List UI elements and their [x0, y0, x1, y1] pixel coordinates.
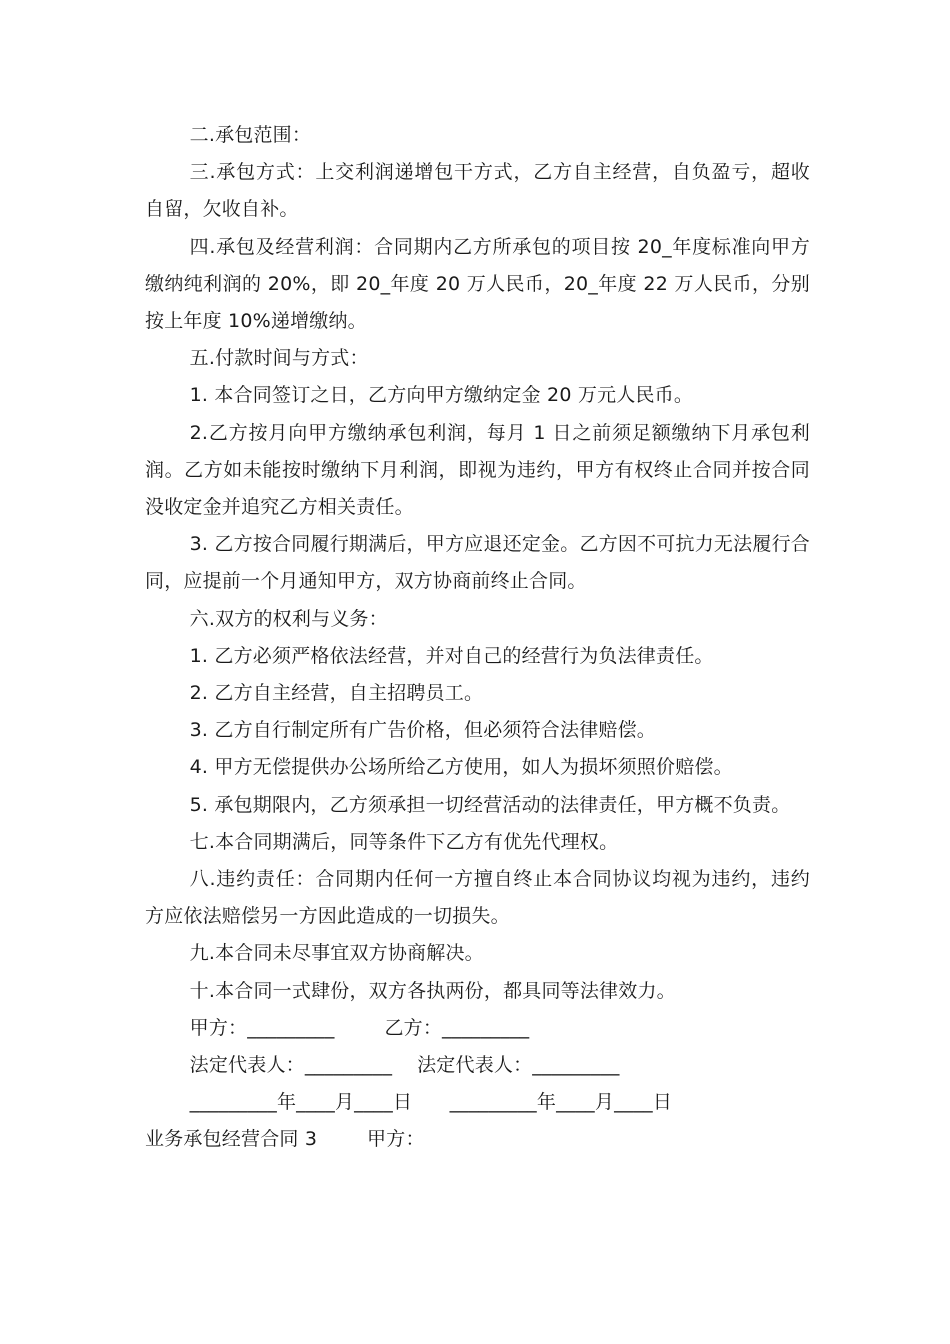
section-scope: 二.承包范围： — [189, 124, 312, 146]
signature-date-line: _________年____月____日 _________年____月____日 — [189, 1091, 673, 1114]
section-copies: 十.本合同一式肆份，双方各执两份，都具同等法律效力。 — [189, 979, 676, 1002]
payment-item-1: 1. 本合同签订之日，乙方向甲方缴纳定金 20 万元人民币。 — [189, 384, 694, 407]
payment-item-2: 2.乙方按月向甲方缴纳承包利润，每月 1 日之前须足额缴纳下月承包利润。乙方如未能按时缴纳下月利润，即视为违约，甲方有权终止合同并按合同没收定金并追究乙方相关责任。 — [145, 421, 810, 519]
rights-item-2: 2. 乙方自主经营，自主招聘员工。 — [189, 682, 484, 705]
signature-party-line: 甲方：_________ 乙方：_________ — [189, 1016, 530, 1039]
section-rights-heading: 六.双方的权利与义务： — [189, 607, 388, 630]
section-breach: 八.违约责任：合同期内任何一方擅自终止本合同协议均视为违约，违约方应依法赔偿另一方因此造成的一切损失。 — [145, 868, 810, 928]
rights-item-4: 4. 甲方无偿提供办公场所给乙方使用，如人为损坏须照价赔偿。 — [189, 756, 733, 779]
rights-item-3: 3. 乙方自行制定所有广告价格，但必须符合法律赔偿。 — [189, 719, 657, 742]
section-priority: 七.本合同期满后，同等条件下乙方有优先代理权。 — [189, 830, 619, 853]
next-contract-title-line: 业务承包经营合同 3 甲方： — [145, 1128, 425, 1151]
section-contract-mode: 三.承包方式：上交利润递增包干方式，乙方自主经营，自负盈亏，超收自留，欠收自补。 — [145, 161, 810, 221]
section-profit: 四.承包及经营利润：合同期内乙方所承包的项目按 20_年度标准向甲方缴纳纯利润的 20%，即 20_年度 20 万人民币，20_年度 22 万人民币，分别按上年度 10%递增缴纳。 — [145, 235, 810, 333]
section-unresolved: 九.本合同未尽事宜双方协商解决。 — [189, 942, 484, 965]
signature-representative-line: 法定代表人：_________ 法定代表人：_________ — [189, 1054, 620, 1077]
rights-item-5: 5. 承包期限内，乙方须承担一切经营活动的法律责任，甲方概不负责。 — [189, 793, 791, 816]
rights-item-1: 1. 乙方必须严格依法经营，并对自己的经营行为负法律责任。 — [189, 644, 714, 667]
payment-item-3: 3. 乙方按合同履行期满后，甲方应退还定金。乙方因不可抗力无法履行合同，应提前一个月通知甲方，双方协商前终止合同。 — [145, 533, 810, 593]
section-payment-heading: 五.付款时间与方式： — [189, 347, 369, 370]
document-body — [145, 117, 810, 1159]
